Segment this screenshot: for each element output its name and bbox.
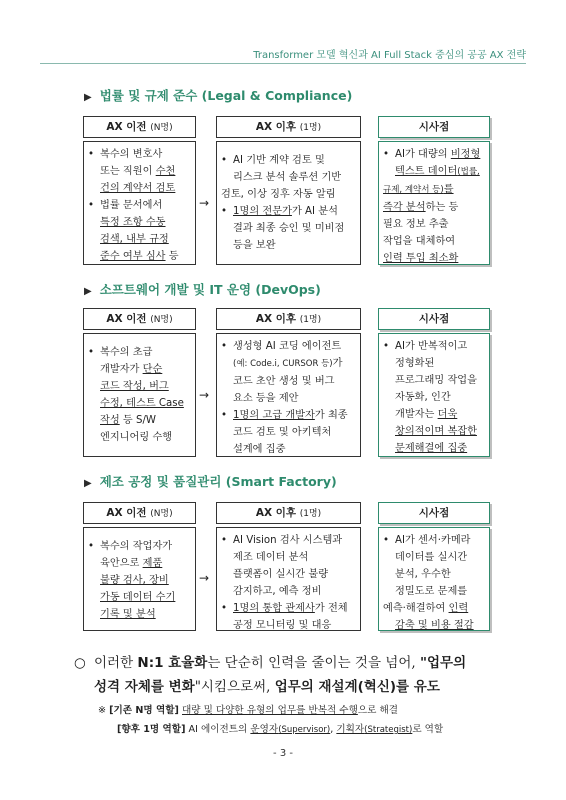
triangle-bullet-icon: ▶ xyxy=(84,92,92,103)
box-after-factory: • AI Vision 검사 시스템과 제조 데이터 분석 플랫폼이 실시간 불량 감지하고, 예측 정비 • 1명의 통합 관제사가 전체 공정 모니터링 및 대응 xyxy=(216,527,361,631)
box-after-legal: • AI 기반 계약 검토 및 리스크 분석 솔루션 기반 검토, 이상 징후 자동 알림 • 1명의 전문가가 AI 분석 결과 최종 승인 및 미비점 등을 보완 xyxy=(216,141,361,265)
arrow-icon: → xyxy=(199,196,210,210)
box-before-factory: • 복수의 작업자가 육안으로 제품 불량 검사, 장비 가동 데이터 수기 기록 및 분석 xyxy=(83,527,196,631)
header-after: AX 이후 (1명) xyxy=(216,502,361,524)
box-implication-devops: • AI가 반복적이고 정형화된 프로그래밍 작업을 자동화, 인간 개발자는 더욱 창의적이며 복잡한 문제해결에 집중 xyxy=(378,333,490,457)
header-implication: 시사점 xyxy=(378,116,490,138)
header-before: AX 이전 (N명) xyxy=(83,308,196,330)
circle-bullet-icon: ○ xyxy=(74,655,86,671)
header-after: AX 이후 (1명) xyxy=(216,116,361,138)
box-before-legal: • 복수의 변호사 또는 직원이 수천 건의 계약서 검토 • 법률 문서에서 특정 조항 수동 검색, 내부 규정 준수 여부 심사 등 xyxy=(83,141,196,265)
running-header: Transformer 모델 혁신과 AI Full Stack 중심의 공공 AX 전략 xyxy=(253,50,526,61)
header-divider xyxy=(40,63,526,64)
header-implication: 시사점 xyxy=(378,308,490,330)
box-before-devops: • 복수의 초급 개발자가 단순 코드 작성, 버그 수정, 테스트 Case 작성 등 S/W 엔지니어링 수행 xyxy=(83,333,196,457)
note-future-role: [향후 1명 역할] AI 에이전트의 운영자(Supervisor), 기획자(Strategist)로 역할 xyxy=(117,724,444,735)
section-title-devops: ▶ 소프트웨어 개발 및 IT 운영 (DevOps) xyxy=(84,282,321,297)
arrow-icon: → xyxy=(199,388,210,402)
section-title-legal: ▶ 법률 및 규제 준수 (Legal & Compliance) xyxy=(84,88,353,103)
page-number: - 3 - xyxy=(273,748,293,759)
triangle-bullet-icon: ▶ xyxy=(84,478,92,489)
box-after-devops: • 생성형 AI 코딩 에이전트 (예: Code.i, CURSOR 등)가 코드 초안 생성 및 버그 요소 등을 제안 • 1명의 고급 개발자가 최종 코드 검토 및 아키텍처 설계에 집중 xyxy=(216,333,361,457)
header-after: AX 이후 (1명) xyxy=(216,308,361,330)
section-title-smart-factory: ▶ 제조 공정 및 품질관리 (Smart Factory) xyxy=(84,474,337,489)
box-implication-factory: • AI가 센서·카메라 데이터를 실시간 분석, 우수한 정밀도로 문제를 예측·해결하여 인력 감축 및 비용 절감 xyxy=(378,527,490,631)
header-implication: 시사점 xyxy=(378,502,490,524)
header-before: AX 이전 (N명) xyxy=(83,116,196,138)
arrow-icon: → xyxy=(199,571,210,585)
box-implication-legal: • AI가 대량의 비정형 텍스트 데이터(법률, 규제, 계약서 등)를 즉각 분석하는 등 필요 정보 추출 작업을 대체하여 인력 투입 최소화 xyxy=(378,141,490,265)
note-existing-role: ※ [기존 N명 역할] 대량 및 다양한 유형의 업무를 반복적 수행으로 해결 xyxy=(98,705,398,716)
header-before: AX 이전 (N명) xyxy=(83,502,196,524)
triangle-bullet-icon: ▶ xyxy=(84,286,92,297)
